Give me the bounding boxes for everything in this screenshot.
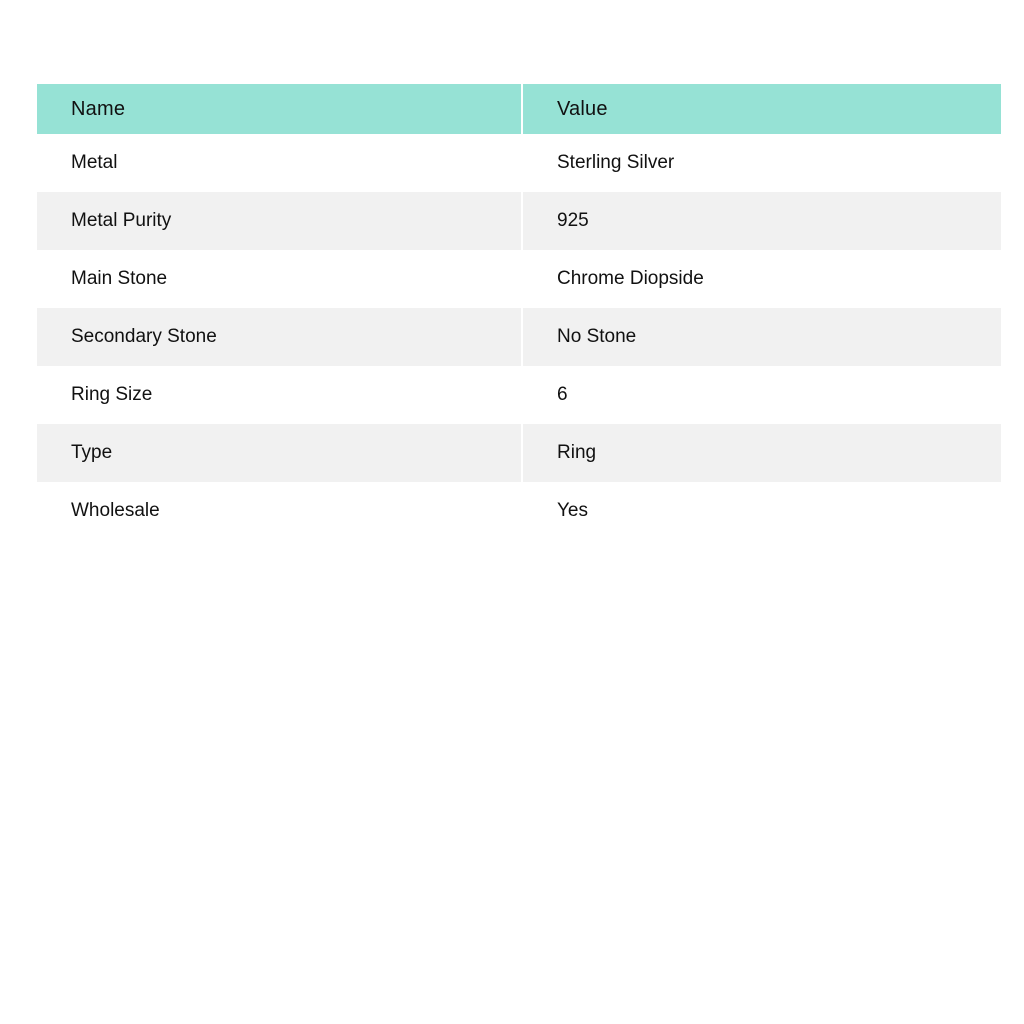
row-name: Metal	[37, 134, 523, 192]
table-row	[37, 134, 1001, 192]
column-header-name: Name	[37, 84, 523, 134]
row-value: No Stone	[557, 325, 637, 347]
row-value: Yes	[557, 499, 588, 521]
row-name: Main Stone	[37, 250, 523, 308]
table-row	[37, 424, 1001, 482]
row-value: 925	[557, 209, 589, 231]
table-row	[37, 308, 1001, 366]
table-row	[37, 482, 1001, 540]
row-value: Chrome Diopside	[557, 267, 704, 289]
row-name: Metal Purity	[37, 192, 523, 250]
row-name: Ring Size	[37, 366, 523, 424]
table-header-row	[37, 84, 1001, 134]
product-spec-table	[37, 84, 1001, 540]
column-header-value: Value	[557, 98, 608, 120]
row-value: 6	[557, 383, 568, 405]
table-row	[37, 250, 1001, 308]
row-value: Ring	[557, 441, 597, 463]
table-row	[37, 192, 1001, 250]
row-name: Secondary Stone	[37, 308, 523, 366]
row-name: Type	[37, 424, 523, 482]
table-row	[37, 366, 1001, 424]
row-name: Wholesale	[37, 482, 523, 540]
row-value: Sterling Silver	[557, 151, 675, 173]
